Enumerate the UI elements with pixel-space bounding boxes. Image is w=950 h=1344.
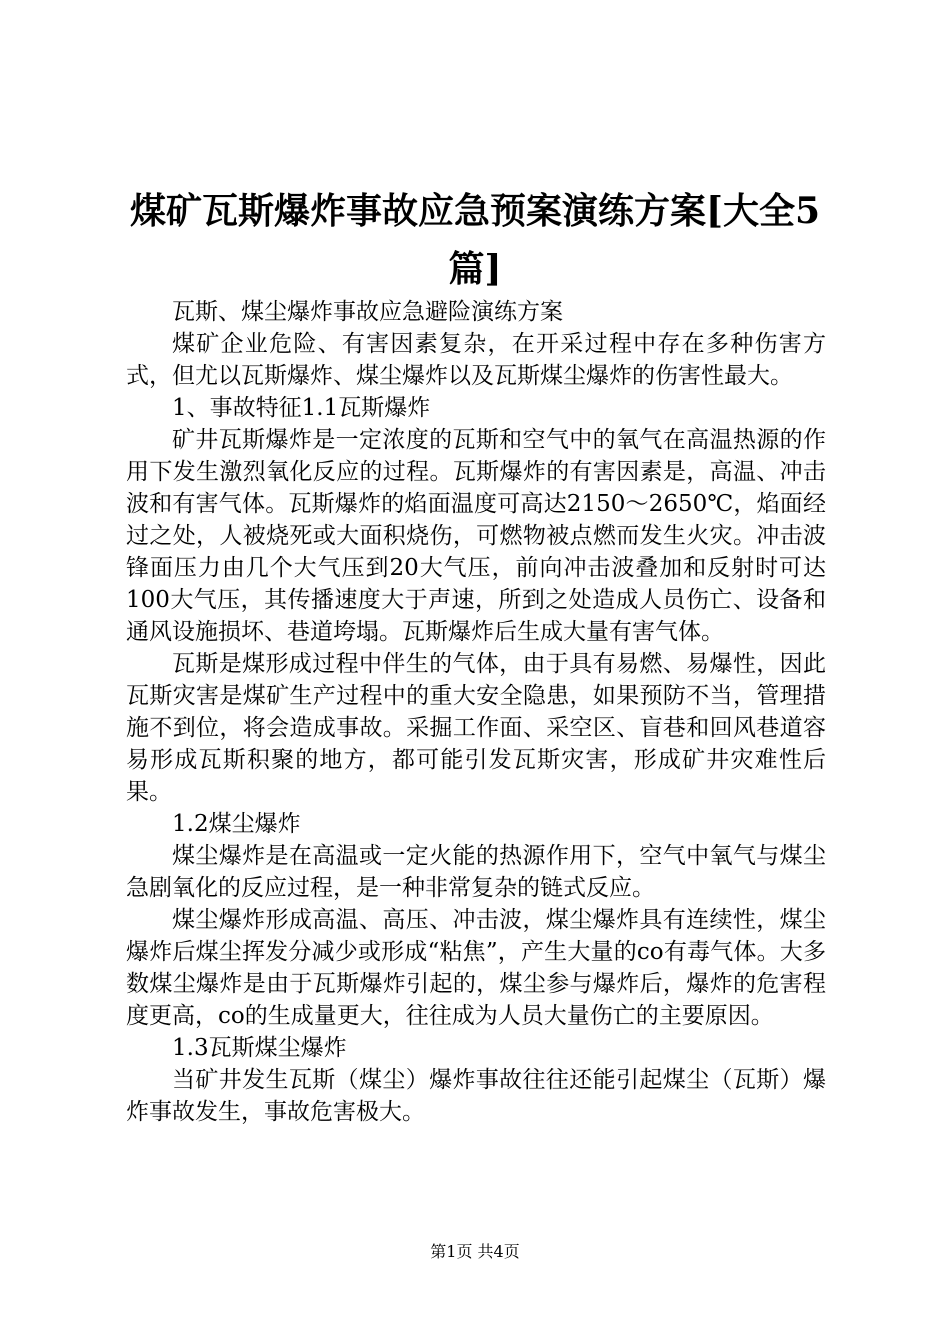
paragraph-intro: 煤矿企业危险、有害因素复杂，在开采过程中存在多种伤害方式，但尤以瓦斯爆炸、煤尘爆炸以及瓦斯煤尘爆炸的伤害性最大。 [126, 331, 826, 389]
section-heading-gas-coal-dust: 1.3瓦斯煤尘爆炸 [172, 1035, 347, 1061]
section-heading-plan: 瓦斯、煤尘爆炸事故应急避险演练方案 [172, 299, 563, 325]
paragraph-gas-explosion: 矿井瓦斯爆炸是一定浓度的瓦斯和空气中的氧气在高温热源的作用下发生激烈氧化反应的过程。瓦斯爆炸的有害因素是，高温、冲击波和有害气体。瓦斯爆炸的焰面温度可高达2150～2650℃，焰面经过之处，人被烧死或大面积烧伤，可燃物被点燃而发生火灾。冲击波锋面压力由几个大气压到20大气压，前向冲击波叠加和反射时可达100大气压，其传播速度大于声速，所到之处造成人员伤亡、设备和通风设施损坏、巷道垮塌。瓦斯爆炸后生成大量有害气体。 [126, 427, 826, 645]
page-footer: 第1页 共4页 [430, 1242, 520, 1261]
document-body [126, 296, 826, 1128]
paragraph-coal-dust-effects: 煤尘爆炸形成高温、高压、冲击波，煤尘爆炸具有连续性，煤尘爆炸后煤尘挥发分减少或形成“粘焦”，产生大量的co有毒气体。大多数煤尘爆炸是由于瓦斯爆炸引起的，煤尘参与爆炸后，爆炸的危害程度更高，co的生成量更大，往往成为人员大量伤亡的主要原因。 [126, 907, 826, 1029]
paragraph-gas-coal-dust: 当矿井发生瓦斯（煤尘）爆炸事故往往还能引起煤尘（瓦斯）爆炸事故发生，事故危害极大。 [126, 1067, 826, 1125]
paragraph-gas-hazard: 瓦斯是煤形成过程中伴生的气体，由于具有易燃、易爆性，因此瓦斯灾害是煤矿生产过程中的重大安全隐患，如果预防不当，管理措施不到位，将会造成事故。采掘工作面、采空区、盲巷和回风巷道容易形成瓦斯积聚的地方，都可能引发瓦斯灾害，形成矿井灾难性后果。 [126, 651, 826, 805]
section-heading-gas-explosion: 1、事故特征1.1瓦斯爆炸 [172, 395, 431, 421]
paragraph-coal-dust-definition: 煤尘爆炸是在高温或一定火能的热源作用下，空气中氧气与煤尘急剧氧化的反应过程，是一种非常复杂的链式反应。 [126, 843, 826, 901]
section-heading-coal-dust: 1.2煤尘爆炸 [172, 811, 301, 837]
document-title: 煤矿瓦斯爆炸事故应急预案演练方案[大全5篇] [129, 190, 821, 290]
